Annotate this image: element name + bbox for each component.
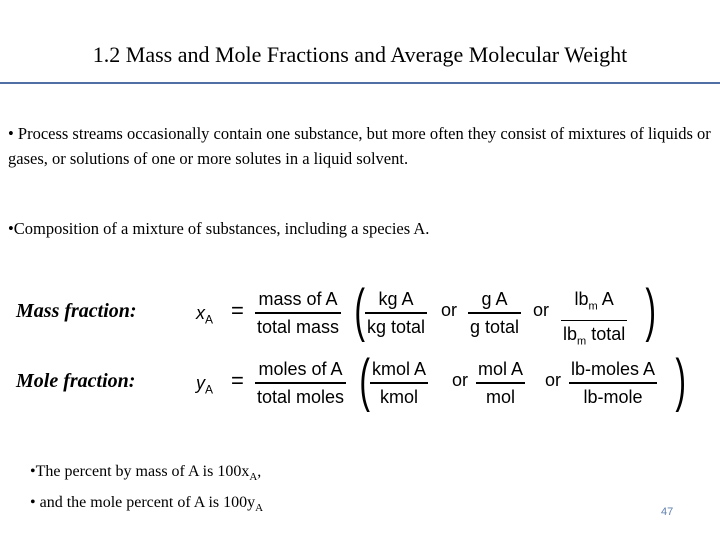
title-divider [0, 82, 720, 84]
or-text: or [545, 370, 562, 390]
mole-fraction-label: Mole fraction: [16, 370, 136, 392]
mole-fraction-unit-lbmol: lb-moles A lb-mole [571, 359, 656, 407]
mass-fraction-variable: $x_A$ [196, 303, 214, 327]
mass-fraction-unit-g: g A g total [470, 289, 520, 337]
mass-fraction-main: mass of A total mass [257, 289, 340, 337]
mass-fraction-unit-lbm: $lb_m$ A $lb_m$ total [563, 289, 626, 348]
page-number: 47 [661, 506, 674, 518]
bullet-composition: •Composition of a mixture of substances, including a species A. [8, 219, 430, 238]
right-paren: ) [645, 278, 656, 343]
mole-fraction-variable: $y_A$ [196, 373, 214, 397]
mole-fraction-equation [0, 348, 720, 414]
or-text: or [452, 370, 469, 390]
mass-fraction-label: Mass fraction: [16, 300, 137, 322]
mole-percent-note: • and the mole percent of A is $100y_A$ [30, 494, 264, 515]
bullet-process-streams: • Process streams occasionally contain one substance, but more often they consist of mixtures of liquids or gases, or solutions of one or more solutes in a liquid solvent. [8, 124, 711, 168]
mass-fraction-equation [0, 278, 720, 348]
mass-fraction-unit-kg: kg A kg total [367, 289, 426, 337]
or-text: or [441, 300, 458, 320]
mole-fraction-main: moles of A total moles [257, 359, 345, 407]
left-paren: ( [359, 348, 370, 413]
mass-percent-note: •The percent by mass of A is $100x_A$, [30, 463, 262, 484]
or-text: or [533, 300, 550, 320]
right-paren: ) [675, 348, 686, 413]
left-paren: ( [354, 278, 365, 343]
slide-title: 1.2 Mass and Mole Fractions and Average Molecular Weight [92, 42, 628, 67]
mole-fraction-unit-mol: mol A mol [478, 359, 524, 407]
mole-fraction-unit-kmol: kmol A kmol [372, 359, 427, 407]
percent-notes [30, 459, 263, 521]
equals-sign: = [231, 298, 244, 323]
equals-sign: = [231, 368, 244, 393]
